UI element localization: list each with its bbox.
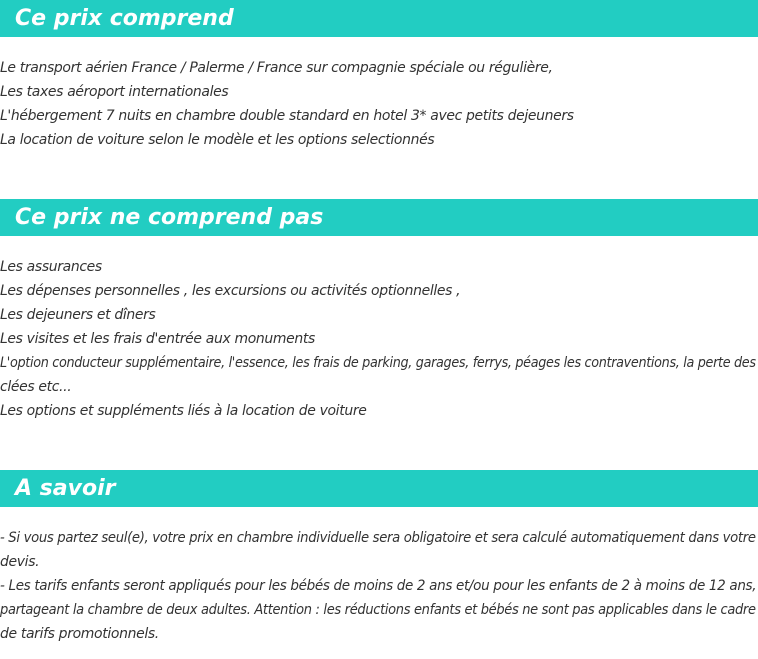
list-item: Le transport aérien France / Palerme / France sur compagnie spéciale ou régulière,: [0, 60, 553, 76]
section-title-good-to-know: A savoir: [0, 470, 758, 507]
list-item: Les visites et les frais d'entrée aux monuments: [0, 331, 315, 347]
list-item: partageant la chambre de deux adultes. Attention : les réductions enfants et bébés ne sont pas applicables dans le cadre: [0, 602, 756, 618]
list-item: Les dejeuners et dîners: [0, 307, 156, 323]
section-good-to-know: [0, 470, 758, 646]
list-item: Les assurances: [0, 259, 102, 275]
section-title-not-included: Ce prix ne comprend pas: [0, 199, 758, 236]
good-to-know-list: [0, 526, 758, 646]
list-item: La location de voiture selon le modèle et les options selectionnés: [0, 132, 435, 148]
included-list: [0, 56, 758, 152]
list-item: de tarifs promotionnels.: [0, 626, 159, 642]
list-item: Les options et suppléments liés à la location de voiture: [0, 403, 367, 419]
list-item: Les taxes aéroport internationales: [0, 84, 229, 100]
list-item: - Si vous partez seul(e), votre prix en chambre individuelle sera obligatoire et sera calculé automatiquement dans votre: [0, 530, 756, 546]
list-item: Les dépenses personnelles , les excursions ou activités optionnelles ,: [0, 283, 461, 299]
section-title-included: Ce prix comprend: [0, 0, 758, 37]
not-included-list: [0, 255, 758, 423]
section-included: [0, 0, 758, 152]
list-item: L'option conducteur supplémentaire, l'essence, les frais de parking, garages, ferrys, péages les contraventions, la perte des: [0, 355, 756, 371]
list-item: - Les tarifs enfants seront appliqués pour les bébés de moins de 2 ans et/ou pour les enfants de 2 à moins de 12 ans,: [0, 578, 757, 594]
list-item: L'hébergement 7 nuits en chambre double standard en hotel 3* avec petits dejeuners: [0, 108, 574, 124]
section-not-included: [0, 199, 758, 423]
list-item: clées etc...: [0, 379, 72, 395]
list-item: devis.: [0, 554, 40, 570]
